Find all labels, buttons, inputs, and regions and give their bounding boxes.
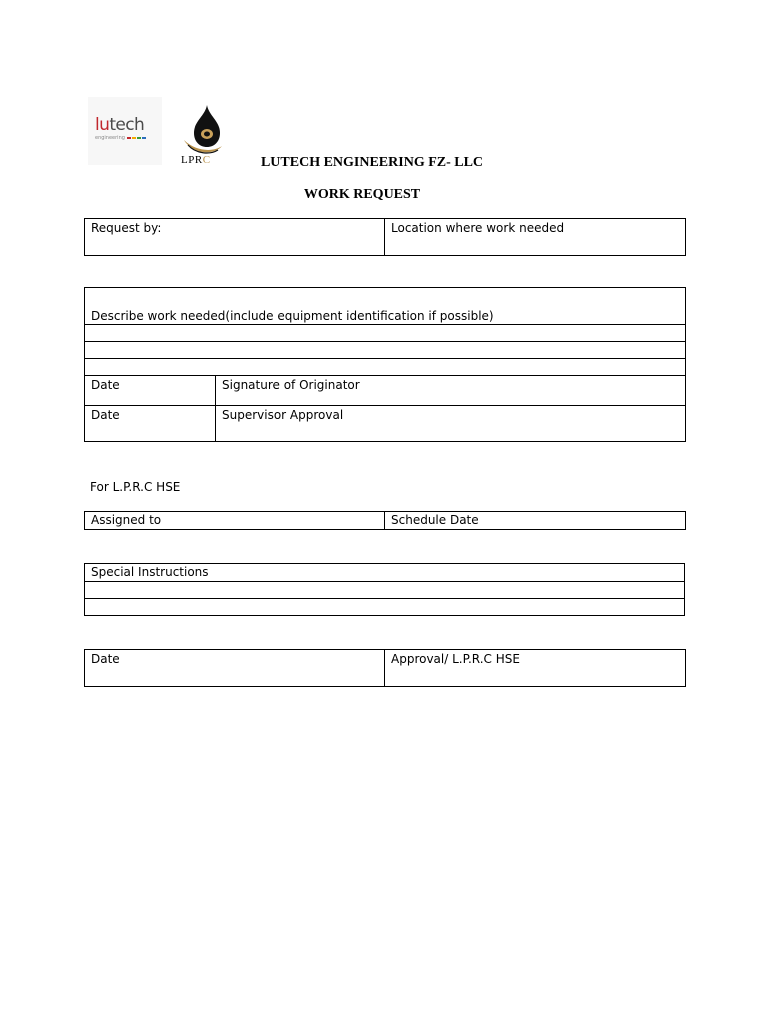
- special-instructions-table: [84, 563, 685, 616]
- describe-work-cell[interactable]: Describe work needed(include equipment identification if possible): [85, 288, 686, 325]
- table-row: [85, 650, 686, 687]
- table-row: [85, 599, 685, 616]
- table-row: [85, 359, 686, 376]
- document-title: WORK REQUEST: [303, 187, 421, 202]
- schedule-date-cell[interactable]: Schedule Date: [385, 512, 686, 530]
- table-row: [85, 376, 686, 406]
- lutech-logo: [88, 97, 162, 165]
- table-row: [85, 406, 686, 442]
- oil-drop-icon: [180, 104, 226, 154]
- table-row: [85, 582, 685, 599]
- supervisor-date-cell[interactable]: Date: [85, 406, 216, 442]
- blank-line-cell[interactable]: [85, 325, 686, 342]
- lutech-wordmark: lutech: [95, 115, 145, 135]
- table-row: [85, 512, 686, 530]
- lprc-wordmark: LPRC: [181, 154, 211, 166]
- assignment-table: [84, 511, 686, 530]
- blank-line-cell[interactable]: [85, 582, 685, 599]
- hse-section-label: For L.P.R.C HSE: [90, 480, 181, 494]
- approval-date-cell[interactable]: Date: [85, 650, 385, 687]
- work-description-table: [84, 287, 686, 442]
- company-name: LUTECH ENGINEERING FZ- LLC: [260, 155, 484, 170]
- table-row: [85, 288, 686, 325]
- table-row: [85, 325, 686, 342]
- blank-line-cell[interactable]: [85, 359, 686, 376]
- request-by-cell[interactable]: Request by:: [85, 219, 385, 256]
- hse-approval-cell[interactable]: Approval/ L.P.R.C HSE: [385, 650, 686, 687]
- blank-line-cell[interactable]: [85, 599, 685, 616]
- assigned-to-cell[interactable]: Assigned to: [85, 512, 385, 530]
- table-row: [85, 219, 686, 256]
- table-row: [85, 564, 685, 582]
- special-instructions-cell[interactable]: Special Instructions: [85, 564, 685, 582]
- table-row: [85, 342, 686, 359]
- originator-date-cell[interactable]: Date: [85, 376, 216, 406]
- supervisor-approval-cell[interactable]: Supervisor Approval: [216, 406, 686, 442]
- signature-originator-cell[interactable]: Signature of Originator: [216, 376, 686, 406]
- lutech-color-bar-icon: [127, 137, 147, 140]
- request-table: [84, 218, 686, 256]
- blank-line-cell[interactable]: [85, 342, 686, 359]
- location-cell[interactable]: Location where work needed: [385, 219, 686, 256]
- hse-approval-table: [84, 649, 686, 687]
- lutech-tagline: engineering: [95, 135, 125, 141]
